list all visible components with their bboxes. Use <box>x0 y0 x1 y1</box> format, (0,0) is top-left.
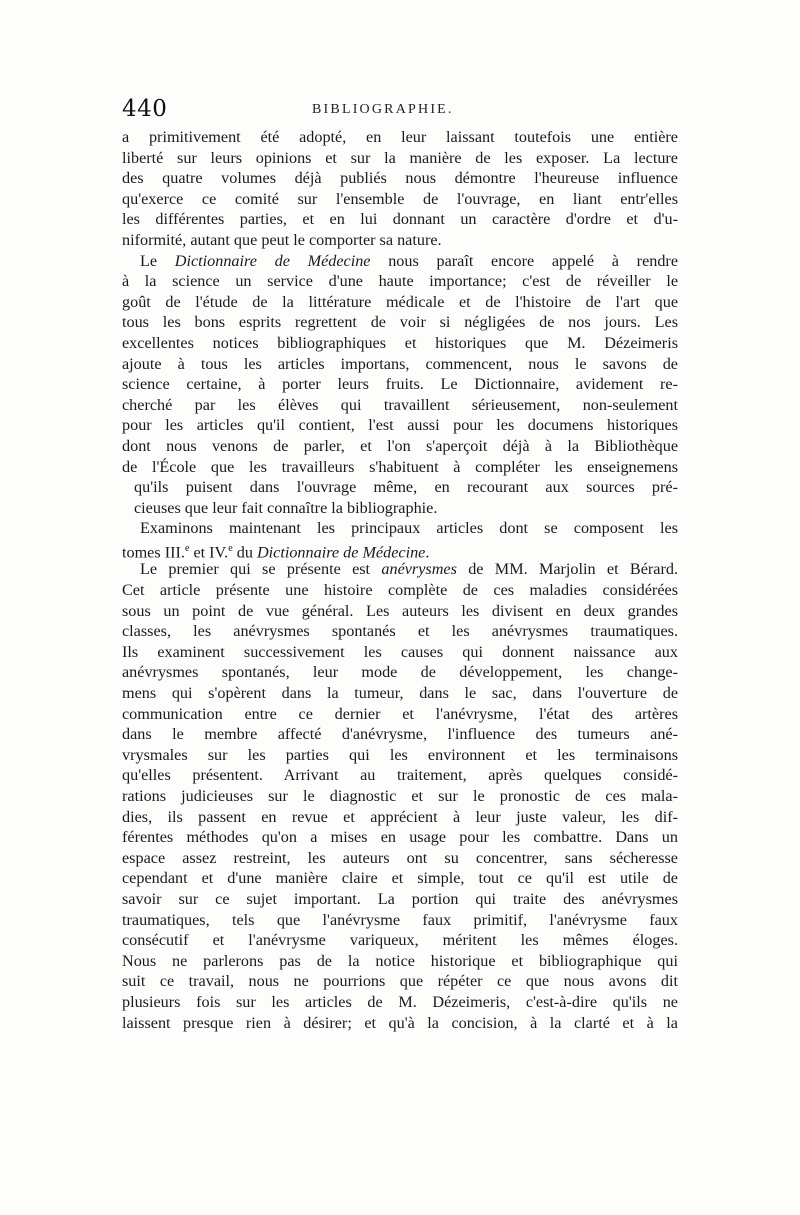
text-line: cependant et d'une manière claire et simple, tout ce qu'il est utile de <box>122 869 678 888</box>
paragraph-first-line: Examinons maintenant les principaux articles dont se composent les <box>140 519 678 538</box>
text-line: excellentes notices bibliographiques et historiques que M. Dézeimeris <box>122 333 678 352</box>
paragraph-first-line <box>122 251 678 272</box>
text-run: de MM. Marjolin et Bérard. <box>456 560 678 579</box>
book-title-italic: Dictionnaire de Médecine <box>256 543 426 560</box>
text-line: consécutif et l'anévrysme variqueux, méritent les mêmes éloges. <box>122 931 678 950</box>
text-line: sous un point de vue général. Les auteurs les divisent en deux grandes <box>122 601 678 620</box>
text-line: de l'École que les travailleurs s'habituent à compléter les enseignemens <box>122 457 678 476</box>
text-run: . <box>425 543 430 560</box>
text-line: suit ce travail, nous ne pourrions que répéter ce que nous avons dit <box>122 972 678 991</box>
text-line: à la science un service d'une haute importance; c'est de réveiller le <box>122 272 678 291</box>
text-line: Nous ne parlerons pas de la notice historique et bibliographique qui <box>122 951 678 970</box>
text-line: mens qui s'opèrent dans la tumeur, dans le sac, dans l'ouverture de <box>122 684 678 703</box>
book-title-italic: Dictionnaire de Médecine <box>174 251 371 270</box>
text-line: communication entre ce dernier et l'anévrysme, l'état des artères <box>122 704 678 723</box>
page-header <box>122 96 678 126</box>
text-line: tous les bons esprits regrettent de voir si négligées de nos jours. Les <box>122 313 678 332</box>
text-run: et IV. <box>189 543 229 560</box>
superscript: e <box>184 542 190 554</box>
text-line: ajoute à tous les articles importans, commencent, nous le savons de <box>122 354 678 373</box>
text-line: cherché par les élèves qui travaillent sérieusement, non-seulement <box>122 395 678 414</box>
text-line: qu'exerce ce comité sur l'ensemble de l'ouvrage, en liant entr'elles <box>122 189 678 208</box>
text-line: goût de l'étude de la littérature médicale et de l'histoire de l'art que <box>122 292 678 311</box>
text-line: dans le membre affecté d'anévrysme, l'influence des tumeurs ané- <box>122 725 678 744</box>
text-line: savoir sur ce sujet important. La portion qui traite des anévrysmes <box>122 889 678 908</box>
text-line: plusieurs fois sur les articles de M. Dézeimeris, c'est-à-dire qu'ils ne <box>122 992 678 1011</box>
text-line: a primitivement été adopté, en leur laissant toutefois une entière <box>122 128 678 146</box>
text-line: Cet article présente une histoire complète de ces maladies considérées <box>122 581 678 600</box>
text-line: dies, ils passent en revue et apprécient à leur juste valeur, les dif- <box>122 807 678 826</box>
text-line: dont nous venons de parler, et l'on s'aperçoit déjà à la Bibliothèque <box>122 436 678 455</box>
article-title-italic: anévrysmes <box>381 560 457 579</box>
text-line: laissent presque rien à désirer; et qu'à la concision, à la clarté et à la <box>122 1013 678 1032</box>
text-line: traumatiques, tels que l'anévrysme faux primitif, l'anévrysme faux <box>122 910 678 929</box>
text-line: rations judicieuses sur le diagnostic et sur le pronostic de ces mala- <box>122 787 678 805</box>
text-run: Le <box>140 251 175 270</box>
superscript: e <box>228 542 233 554</box>
text-run: nous paraît encore appelé à rendre <box>370 251 678 270</box>
text-run: Le premier qui se présente est <box>140 560 382 579</box>
text-line: vrysmales sur les parties qui les environnent et les terminaisons <box>122 745 678 764</box>
text-line: qu'elles présentent. Arrivant au traitement, après quelques considé- <box>122 766 678 785</box>
text-line <box>122 539 678 560</box>
text-line: férentes méthodes qu'on a mises en usage pour les combattre. Dans un <box>122 828 678 847</box>
text-line: science certaine, à porter leurs fruits. Le Dictionnaire, avidement re- <box>122 375 678 394</box>
text-line: cieuses que leur fait connaître la bibliographie. <box>134 498 438 517</box>
text-line: des quatre volumes déjà publiés nous démontre l'heureuse influence <box>122 169 678 188</box>
page-number: 440 <box>122 96 168 122</box>
text-line: pour les articles qu'il contient, l'est aussi pour les documens historiques <box>122 416 678 435</box>
body-text <box>122 127 678 1033</box>
text-line: anévrysmes spontanés, leur mode de développement, les change- <box>122 663 678 682</box>
text-line: classes, les anévrysmes spontanés et les anévrysmes traumatiques. <box>122 622 678 641</box>
text-run: tomes III. <box>122 543 185 560</box>
text-line: qu'ils puisent dans l'ouvrage même, en recourant aux sources pré- <box>134 478 678 497</box>
text-line: Ils examinent successivement les causes qui donnent naissance aux <box>122 642 678 661</box>
text-run: du <box>232 543 257 560</box>
running-head: BIBLIOGRAPHIE. <box>312 102 454 117</box>
text-line: espace assez restreint, les auteurs ont su concentrer, sans sécheresse <box>122 848 678 867</box>
text-line: liberté sur leurs opinions et sur la manière de les exposer. La lecture <box>122 148 678 167</box>
text-line: niformité, autant que peut le comporter sa nature. <box>122 230 442 249</box>
paragraph-first-line <box>122 559 678 580</box>
text-line: les différentes parties, et en lui donnant un caractère d'ordre et d'u- <box>122 210 678 229</box>
